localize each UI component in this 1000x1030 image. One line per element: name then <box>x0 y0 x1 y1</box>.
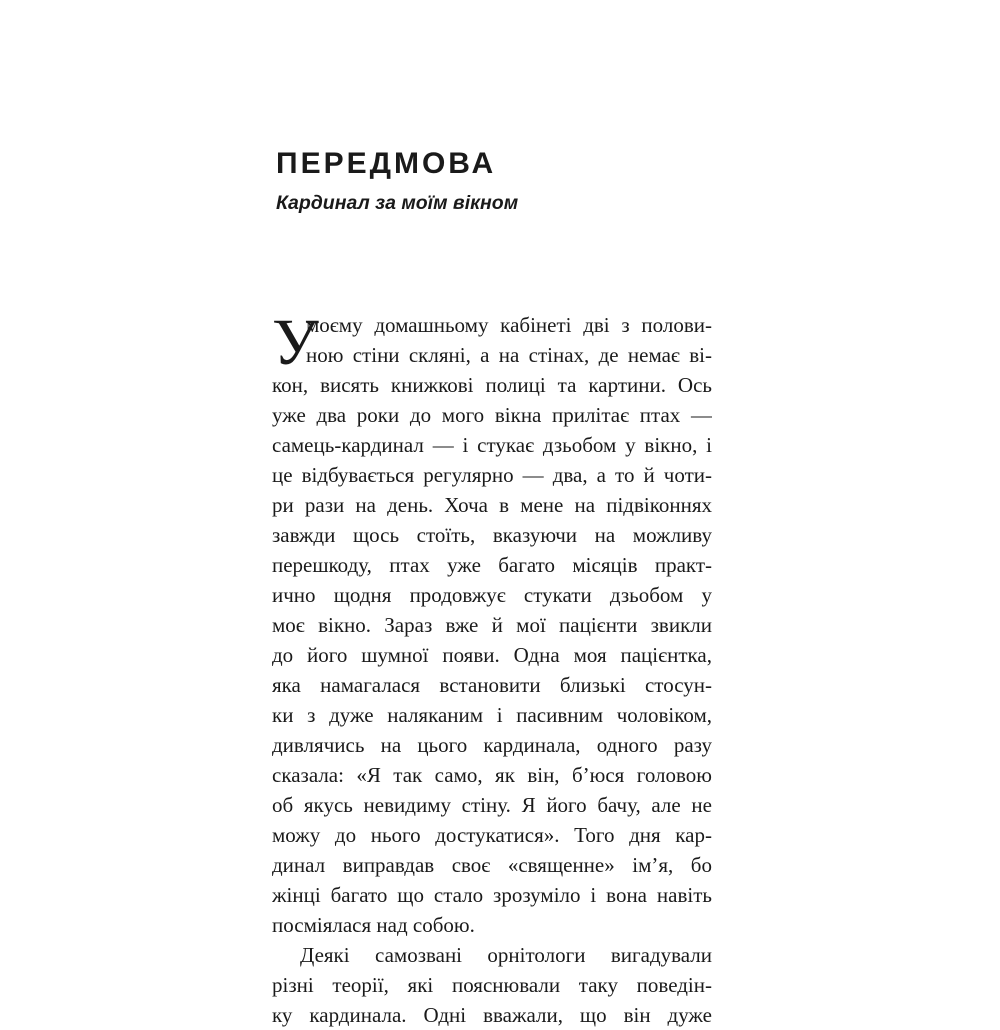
dropcap-block <box>272 306 712 379</box>
text-line: до його шумної появи. Одна моя пацієнтка, <box>272 643 712 667</box>
text-line: можу до нього достукатися». Того дня кар- <box>272 823 712 847</box>
chapter-title: ПЕРЕДМОВА <box>276 147 497 180</box>
text-line: це відбувається регулярно — два, а то й чоти- <box>272 463 712 487</box>
text-line: завжди щось стоїть, вказуючи на можливу <box>272 523 712 547</box>
text-line: Деякі самозвані орнітологи вигадували <box>300 943 712 967</box>
drop-cap: У <box>272 306 319 379</box>
text-line: дивлячись на цього кардинала, одного разу <box>272 733 712 757</box>
paragraph-2 <box>272 940 712 1030</box>
text-line: уже два роки до мого вікна прилітає птах — <box>272 403 712 427</box>
text-line: динал виправдав своє «священне» ім’я, бо <box>272 853 712 877</box>
text-line: самець-кардинал — і стукає дзьобом у вікно, і <box>272 433 712 457</box>
text-line: ки з дуже наляканим і пасивним чоловіком, <box>272 703 712 727</box>
text-line: яка намагалася встановити близькі стосун- <box>272 673 712 697</box>
text-line: посміялася над собою. <box>272 913 475 937</box>
text-line: моєму домашньому кабінеті дві з полови- <box>306 313 712 337</box>
text-line: різні теорії, які пояснювали таку поведін- <box>272 973 712 997</box>
text-line: перешкоду, птах уже багато місяців практ- <box>272 553 712 577</box>
text-line: ку кардинала. Одні вважали, що він дуже <box>272 1003 712 1027</box>
text-line: кон, висять книжкові полиці та картини. Ось <box>272 373 712 397</box>
text-line: ною стіни скляні, а на стінах, де немає ві- <box>306 343 712 367</box>
text-line: ично щодня продовжує стукати дзьобом у <box>272 583 712 607</box>
text-line: об якусь невидиму стіну. Я його бачу, але не <box>272 793 712 817</box>
text-line: ри рази на день. Хоча в мене на підвіконнях <box>272 493 712 517</box>
chapter-subtitle: Кардинал за моїм вікном <box>276 192 519 214</box>
text-line: жінці багато що стало зрозуміло і вона навіть <box>272 883 712 907</box>
chapter-body <box>272 306 712 1030</box>
paragraph-1 <box>272 306 712 940</box>
text-line: сказала: «Я так само, як він, б’юся головою <box>272 763 712 787</box>
text-line: моє вікно. Зараз вже й мої пацієнти звикли <box>272 613 712 637</box>
